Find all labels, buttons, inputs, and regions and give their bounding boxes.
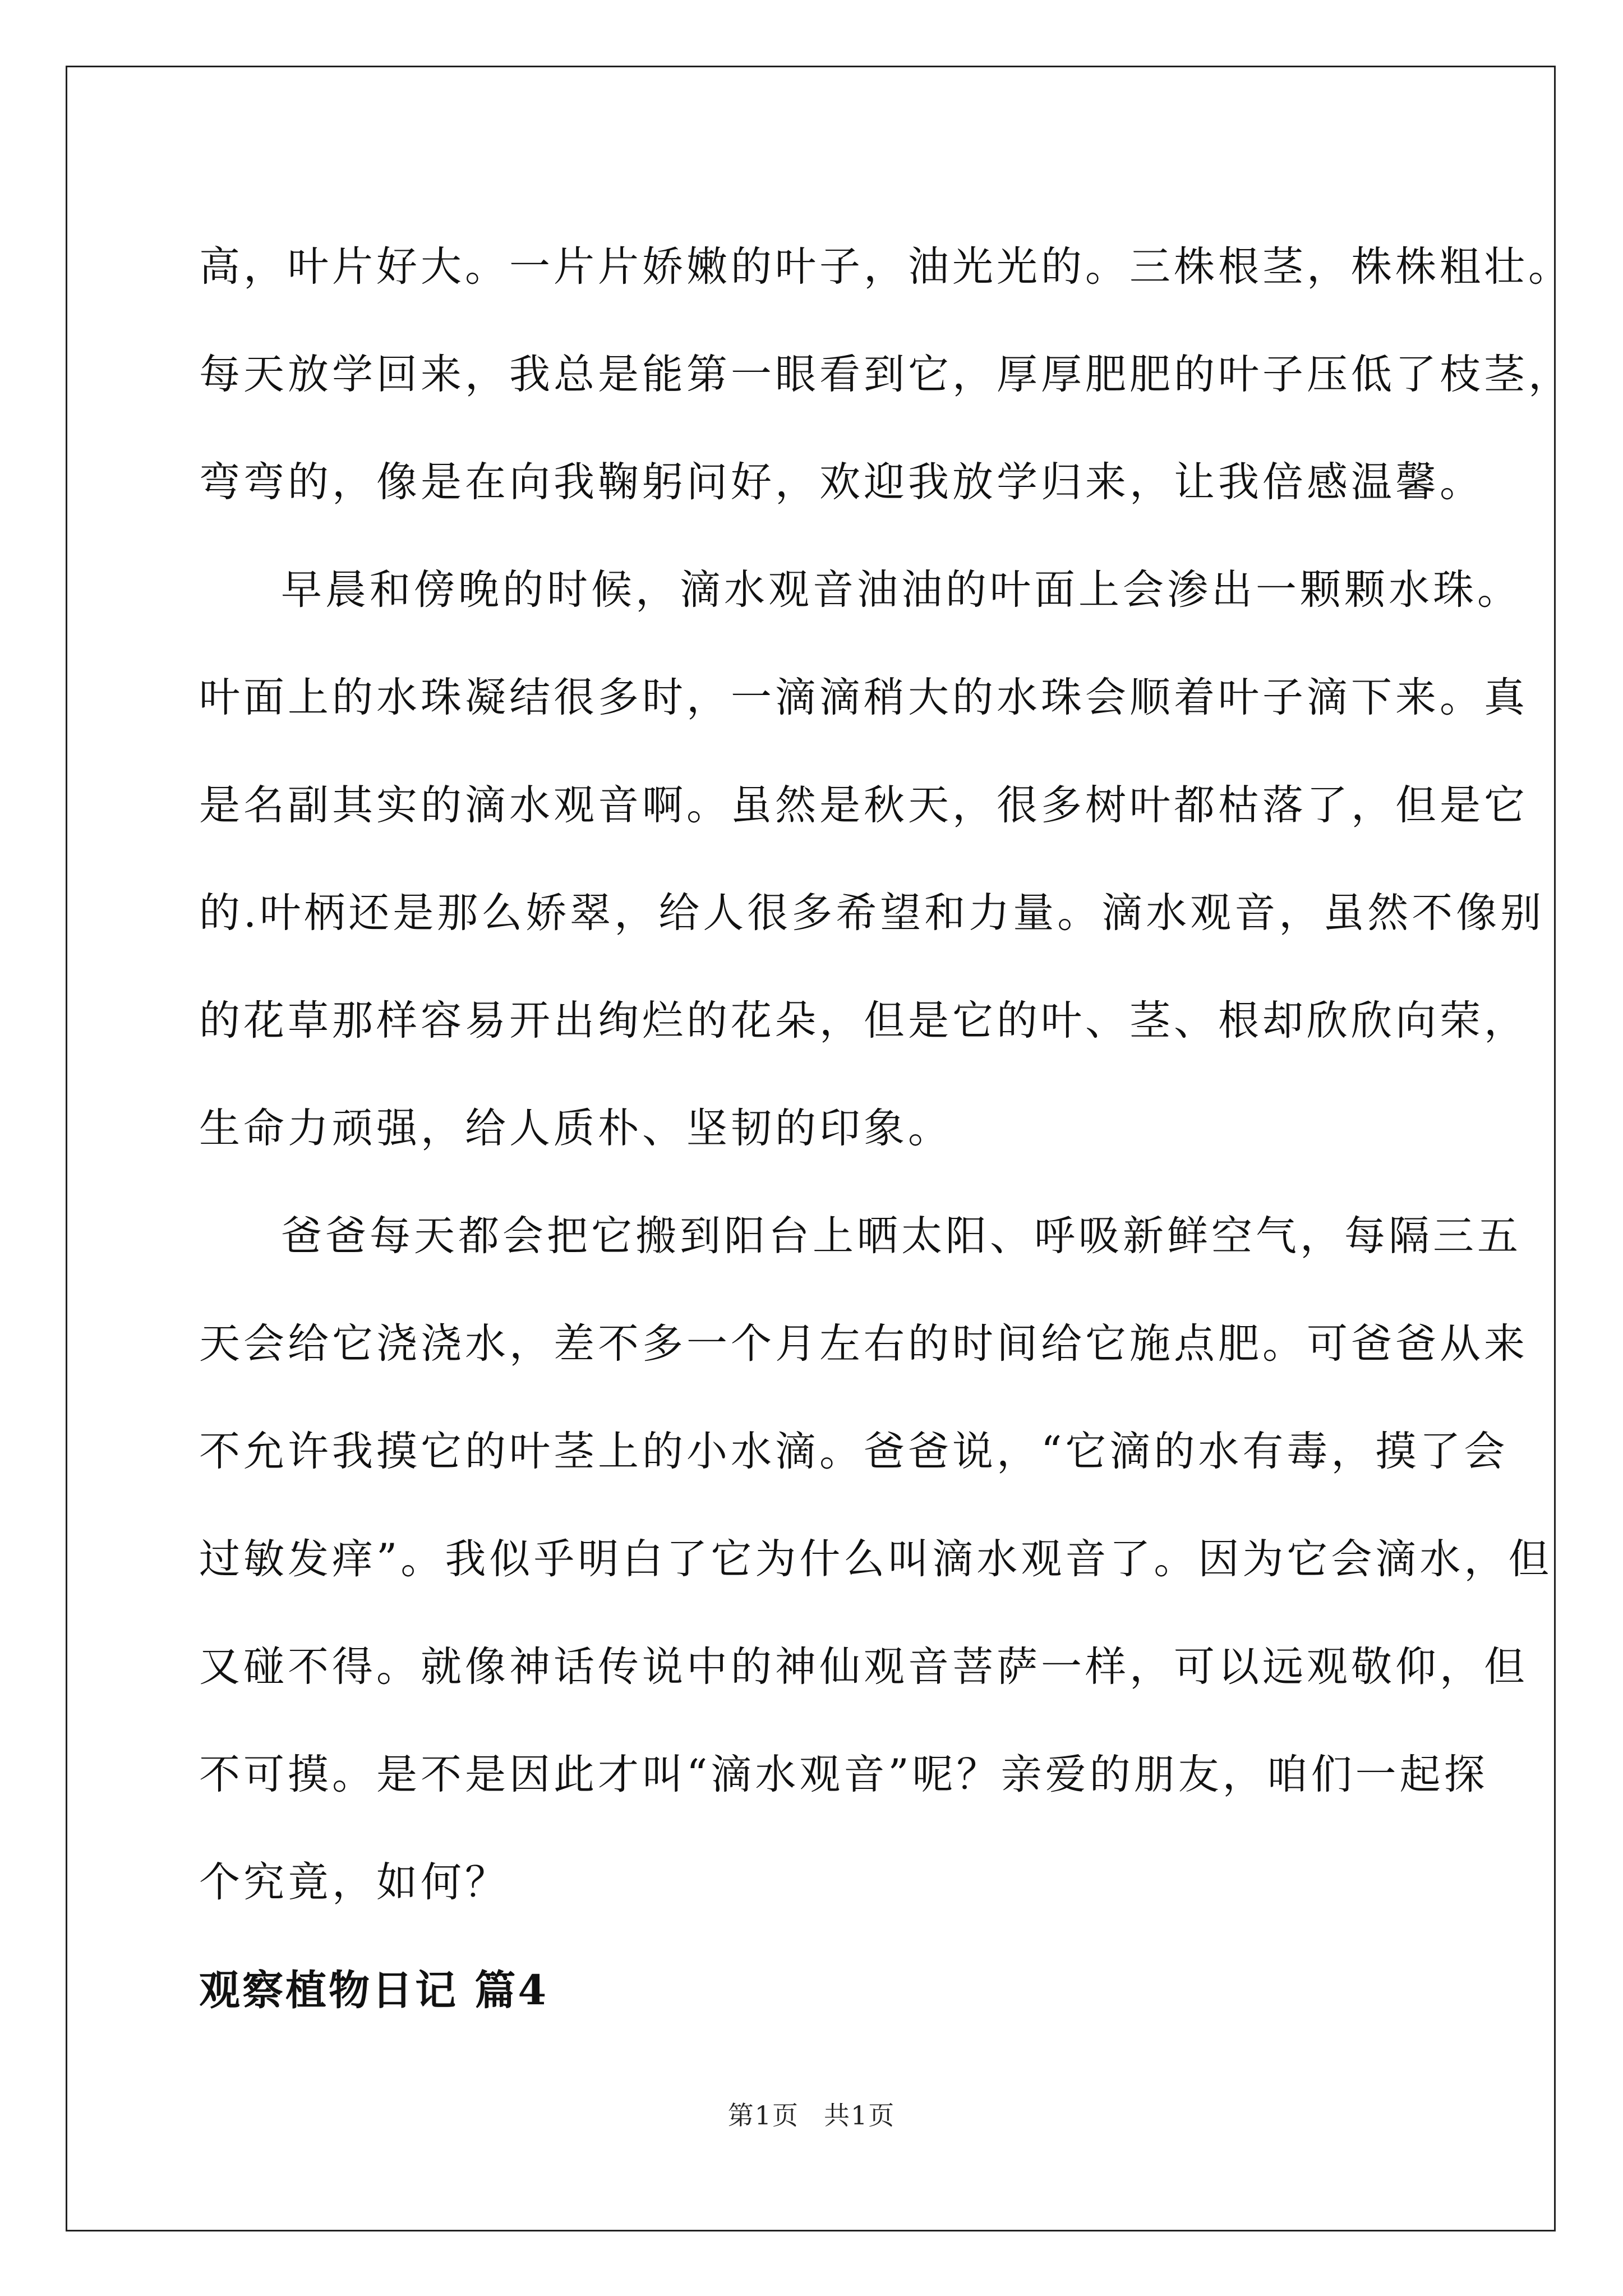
text-line: 是名副其实的滴水观音啊。虽然是秋天，很多树叶都枯落了，但是它 [199, 781, 1528, 829]
page-total: 共1页 [824, 2100, 896, 2131]
text-line: 弯弯的，像是在向我鞠躬问好，欢迎我放学归来，让我倍感温馨。 [199, 458, 1484, 506]
paragraph [199, 536, 1545, 1182]
text-line: 不允许我摸它的叶茎上的小水滴。爸爸说，“它滴的水有毒，摸了会 [199, 1428, 1509, 1475]
text-line: 每天放学回来，我总是能第一眼看到它，厚厚肥肥的叶子压低了枝茎， [199, 351, 1573, 398]
text-line: 的花草那样容易开出绚烂的花朵，但是它的叶、茎、根却欣欣向荣， [199, 997, 1528, 1045]
text-line: 过敏发痒”。我似乎明白了它为什么叫滴水观音了。因为它会滴水，但 [199, 1535, 1553, 1583]
paragraph [199, 1182, 1553, 1936]
text-line: 个究竟，如何？ [199, 1858, 509, 1906]
text-line: 的.叶柄还是那么娇翠，给人很多希望和力量。滴水观音，虽然不像别 [199, 889, 1545, 937]
text-line: 又碰不得。就像神话传说中的神仙观音菩萨一样，可以远观敬仰，但 [199, 1643, 1528, 1691]
text-line: 不可摸。是不是因此才叫“滴水观音”呢？亲爱的朋友，咱们一起探 [199, 1751, 1488, 1798]
page-number: 第1页 [727, 2100, 799, 2131]
text-line: 叶面上的水珠凝结很多时，一滴滴稍大的水珠会顺着叶子滴下来。真 [199, 674, 1528, 721]
text-line: 早晨和傍晚的时候，滴水观音油油的叶面上会渗出一颗颗水珠。 [281, 566, 1521, 614]
text-line: 高，叶片好大。一片片娇嫩的叶子，油光光的。三株根茎，株株粗壮。 [199, 243, 1573, 291]
text-line: 爸爸每天都会把它搬到阳台上晒太阳、呼吸新鲜空气，每隔三五 [281, 1212, 1521, 1260]
text-line: 天会给它浇浇水，差不多一个月左右的时间给它施点肥。可爸爸从来 [199, 1320, 1528, 1368]
text-line: 生命力顽强，给人质朴、坚韧的印象。 [199, 1105, 952, 1152]
section-heading: 观察植物日记 篇4 [199, 1966, 549, 2014]
document-body [199, 213, 1573, 2044]
paragraph [199, 213, 1573, 536]
page-footer [0, 2095, 1623, 2132]
